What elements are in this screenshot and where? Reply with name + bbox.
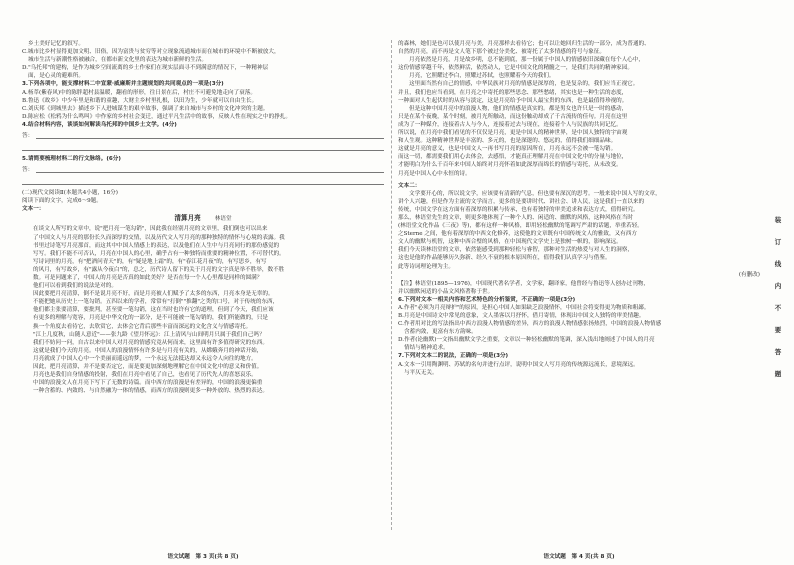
text2-body — [398, 190, 760, 271]
article-line: 写写。我们不能不可否认，月亮在中国人的心里，确乎占有一种独特而重要的精神位置，不可替代的。 — [33, 250, 285, 257]
text2-line: (林语堂文化作品《三夜》等)，都有这样一种风格，即用轻松幽默的笔调写严肃的话题，举重若轻。 — [398, 223, 643, 230]
article-line: 有更多的理解与宽容，月亮是中华文化的一部分，是不可能被一笔勾销的，我们所能做的，只是 — [33, 315, 268, 322]
article-line: 月亮也是我们自身情感的投射，我们在月亮中看见了自己，也看见了历代先人的喜怒哀乐。 — [33, 372, 257, 379]
article-line: 成为了一种媒介，连接着古人与今人，连接着过去与现在，连接着个人与民族的共同记忆。 — [398, 121, 622, 128]
footnote — [398, 280, 760, 296]
article-line: 不能把她从历史上一笔勾销。五四以来的学者，常常有"打倒""推翻"之类的口号，对于传统的东西， — [33, 299, 279, 306]
article-line: 一种面对人生起伏时的从容与淡定，这是月亮给予中国人最宝贵的东西，也是最值得珍视的。 — [398, 97, 628, 104]
q4-answer-rule — [22, 140, 384, 151]
q5-title: 5.请简要梳理材料二的行文脉络。(6分) — [22, 156, 121, 163]
article-line: 和人生观。这种精神世界是丰富的、多元的，也是深邃的、悠远的，值得我们细细品味。 — [398, 138, 617, 145]
sidebar-char: 答 — [774, 348, 782, 356]
article-line: 换一个角度去看待它，去欣赏它，去体会它背后那些丰富而深远的文化含义与情感寄托。 — [33, 323, 252, 330]
article-line: 月亮就成了中国人心中一个美丽而遥远的梦，一个永远无法抵达却又永远令人向往的地方。 — [33, 355, 257, 362]
article-line: 了中国文人与月亮的那份长久而深厚的交情，以及历代文人写月亮的那种独特的情怀与心境的表露。我 — [33, 234, 285, 241]
question-line: A.作者"必须为月亮辩护"的原因，是担心中国人如果缺乏浪漫情怀，中国社会将变得更为物质和粗鄙。 — [398, 304, 650, 311]
article-line: 这里面当然有自己的情感，中华民族对月亮的情感是深厚的，也是复杂的，我们应当正视它。 — [409, 81, 639, 88]
sidebar-char: 订 — [774, 238, 782, 246]
question-line: B.鲁迅《故乡》中少年里是和谐的童趣，大财主乡村里扎根，以田为生，少年就可以自由生长。 — [22, 97, 258, 104]
article-body — [22, 225, 384, 395]
sidebar-char: 不 — [774, 304, 782, 312]
answer-label: 答： — [22, 167, 34, 174]
question-line: C.刘庆邦《到城里去》描述乡下人进城谋生的艰辛故事，强调了来自城市与乡村的文化冲突的主题。 — [22, 105, 269, 112]
right-questions — [398, 296, 760, 377]
question-line: C.作者用对比的写法指出中西方浪漫人物情感的差异，西方的浪漫人物情感张扬热烈，中国的浪漫人物情感 — [398, 321, 662, 328]
article-line: 他们都主张要清算，要批判，甚至要一笔勾销，这在当时也许有它的道理，但到了今天，我们应该 — [33, 307, 274, 314]
article-line: 月亮，它照耀过李白，照耀过苏轼，也照耀着今天的我们。 — [409, 73, 555, 80]
article-line: 但是这种中国月亮中的浪漫人物，他们的情感是真实的。都是男女也许只是一时的感动， — [409, 105, 628, 112]
right-footer: 语文试题 第 4 页(共 8 页) — [543, 554, 615, 560]
question-line: A.文本一引用陶渊明、苏轼的名句并进行点评，说明中国文人写月亮的传统源远流长，意境深远。 — [398, 361, 639, 368]
article-line: 他们可以看到我们的说法是对的。 — [33, 283, 117, 290]
question-line: 面，是心灵的避难所。 — [28, 73, 84, 80]
text2-label: 文本二： — [398, 182, 421, 189]
page-divider — [391, 40, 392, 530]
article-line: 写诗词里的月亮，有"把酒问青天"的，有"疑是地上霜"的，有"春江花月夜"的，有写思乡，有写 — [33, 258, 267, 265]
text2-line: 那么，林语堂先生的文章，则更多地体现了一种个人的、闲适的、幽默的风格，这种风格在当时 — [398, 214, 633, 221]
question-line: A.杨萃(紫春风)中的陈胖超村县温暖，翻看的形形，往日景在后，村庄不可避免地走向了衰落。 — [22, 89, 256, 96]
text2-line: 文人的幽默与机智，这种中西合璧的风格，在中国现代文学史上是独树一帜的，影响深远。 — [398, 239, 622, 246]
left-questions — [22, 40, 384, 129]
article-line: 这就是我们今天的月亮。中国人的浪漫情怀有许多是与月亮有关的，从嫦娥奔月的神话开始， — [33, 347, 263, 354]
article-line: 在谈文人所写的文章中，说"把月亮一笔勾销"，因此我在经别月亮的文章里，我们倒也可以出来 — [33, 226, 268, 233]
question-line: 城市生活与新潮性格被融合，在都市新文化里的表达为城市新鲜的生活。 — [28, 57, 208, 64]
question-line: 6.下列对文本一相关内容和艺术特色的分析鉴赏，不正确的一项是(3分) — [398, 296, 576, 303]
sidebar-char: 题 — [774, 370, 782, 378]
section-line: (二)现代文阅读Ⅱ(本题共4小题，16分) — [22, 190, 118, 197]
text2-line: 此等诗词理论理为主。 — [398, 263, 454, 270]
question-line: 与平仄无关。 — [404, 369, 438, 376]
question-line: 情结与精神追求。 — [404, 345, 449, 352]
section-line: 阅读下面的文字，完成6～9题。 — [22, 198, 102, 205]
article-line: 并且，我们也应当看到，在月亮之中寄托的那些思念、那些愁绪，其实也是一种生活的态度， — [398, 89, 628, 96]
text1-label: 文本一： — [22, 206, 45, 213]
question-line: 3.下列各项中，能支撑材料二中宣蒙·威廉斯并主题规划的共同观点的一项是(3分) — [22, 81, 224, 88]
article-line: 因此要把月亮清算，倒不是说月亮不好，而是月亮被人们赋予了太多的东西，月亮本身是无辜的。 — [33, 291, 274, 298]
right-page — [398, 0, 760, 565]
question-line: B.月亮是中国诗文中常见的意象，文人墨客以月抒怀，借月寄情，体现出中国文人独特的审美情趣。 — [398, 313, 645, 319]
q4-answer-line — [22, 129, 384, 140]
sidebar-char: 装 — [774, 216, 782, 224]
question-line: D.作者(论幽默)一文指出幽默文学之重要，文章以一种轻松幽默的笔调，深入浅出地阐述了中国人的月亮 — [398, 337, 655, 344]
note-line: 【注】林语堂(1895—1976)，中国现代著名学者，文学家，翻译家，他曾经与鲁迅等人创办过刊物， — [398, 280, 649, 287]
article-line: 的风月，有写故乡，有"露从今夜白"的，总之，历代诗人留下的关于月亮的文字真是举不胜举，数不胜 — [33, 266, 285, 273]
article-line: 我们不妨问一问，自古以来中国人对月亮的情感究竟从何而来，这里面有许多值得研究的东西。 — [33, 339, 268, 346]
article-line: 这就是月亮的意义，也是中国文人一再书写月亮的原因所在，月亮永远不会被一笔勾销。 — [398, 146, 617, 153]
question-line: D."乌托邦"的建构，是作为城乡空间流离的乡土作家们在现实层面寻不到满意的情况下，一种精神层 — [22, 65, 269, 72]
article-title-text: 清算月亮 — [174, 214, 201, 223]
article-line: 才能明白为什么千百年来中国人始终对月亮怀着如此深厚而绵长的情感与寄托，从未改变。 — [398, 162, 622, 169]
article-line: 所以说，在月亮中我们看见的不仅仅是月亮，更是中国人的精神世界，是中国人独特的宇宙观 — [398, 130, 628, 137]
article-line: 只是在某个夜晚，某个时刻，被月光所触动，而这份触动却成了千古流传的佳句。月亮在这里 — [398, 113, 628, 120]
text2-line: 文学要开心的，所以说文学，应该要有清新的气息，但也要有深沉的思考。一般来说中国人写的文章， — [409, 190, 661, 197]
left-footer: 语文试题 第 3 页(共 8 页) — [167, 554, 239, 560]
question-line: C.城市比乡村显得更加文明、旧俗，因为富贵与贫穷等对立现象流通城市而在城市的环境中不断被放大， — [22, 49, 280, 56]
text2-line: 我们今天读林语堂的文章，依然能感受到那种轻松与睿智，那种对生活的热爱与对人生的洞察， — [398, 247, 633, 254]
answer-label: 答： — [22, 133, 34, 140]
article-line: 月亮依然是月亮，月是故乡明，总不能到底，那一份属于中国人的情感依旧深藏在每个人心中， — [409, 57, 644, 64]
article-line: 因此，把月亮清算，并不是要否定它，而是要更加深刻地理解它在中国文化中的意义和价值。 — [33, 364, 263, 370]
q5-answer-rule — [22, 174, 384, 185]
sidebar-char: 要 — [774, 326, 782, 334]
text2-line: 传统，中国文学在这方面有着深厚的积累与传承，也有着独特的审美追求和表达方式，值得研究。 — [398, 206, 639, 213]
question-line: 4.结合材料内容，谈谈如何解读乌托邦的中国乡土文学。(4分) — [22, 121, 177, 128]
article-line: "江上几度秋，山随人意近"——张九龄《望月怀远》：江上清风与山间明月只属于我们自己吗？ — [33, 331, 265, 338]
edit-note: (有删改) — [738, 271, 760, 278]
text2-line: 这也是他的作品能够历久弥新、经久不衰的根本原因所在，值得我们认真学习与借鉴。 — [398, 255, 611, 262]
question-line: 乡土美好记忆的叙写。 — [28, 41, 84, 47]
article-line: 一种含蓄的、内敛的、与自然融为一体的情感，而西方的浪漫则更多一种外放的、热烈的表达。 — [33, 388, 268, 395]
question-line: 含蓄内敛，更富有东方韵味。 — [404, 329, 477, 336]
left-page — [22, 0, 384, 565]
article-line: 中国的浪漫文人在月亮下写下了无数的诗篇。而中西方的浪漫是有差异的，中国的浪漫更偏重 — [33, 380, 263, 387]
q5-answer-line — [22, 163, 384, 174]
question-line: D.陈应松《松鸦为什么鸣叫》中作家的乡村社会变迁，通过平凡生活中的故事，反映人性在现实之中的挣扎。 — [22, 113, 291, 120]
article-line: 月亮是中国人心中永恒的诗。 — [398, 170, 471, 177]
question-line: 7.下列对文本二的说法，正确的一项是(3分) — [398, 353, 509, 360]
article-line: 这份情感穿越千年，依然鲜活，依然动人，它是中国文化的精髓之一，是我们共同的精神家园。 — [398, 65, 633, 72]
article-line: 数。可是问题来了，中国人的月亮是否真的如此美好？是否在每一个人心里都是同样的圆满？ — [33, 274, 263, 281]
article-line: 书里过诗笔写月亮那首，而这其中中国人情感上的表达，以及他们在人生中与月亮同行的那份感觉的 — [33, 242, 280, 249]
article-line: 而这一切，都需要我们用心去体会，去感悟，才能真正理解月亮在中国文化中的分量与地位， — [398, 154, 628, 161]
text2-line: 讲个人兴趣，但是作为主流的文学而言，更多的是要讲时代、讲社会、讲人民，这是我们一直以来的 — [398, 198, 645, 205]
article-line: 自然的月亮，而不再是文人笔下那个被过分美化、被寄托了太多情感的符号与象征。 — [398, 49, 605, 56]
binding-line-notice — [772, 215, 784, 378]
section-2-header — [22, 189, 384, 205]
article-line: 的森林，她们是也可以使月亮与美，月亮那样去看待它；也可以让她回归生活的一部分，成为普通的、 — [398, 41, 650, 47]
article-title — [22, 213, 384, 225]
note-line: 并以幽默闲适的小品文风格著称于世。 — [398, 288, 494, 295]
article-author: 林语堂 — [214, 216, 232, 223]
text2-line: 之Sterne 之间，他有着深厚的中西文化修养，这使他的文章既有中国传统文人的雅致，又有西方 — [398, 231, 637, 238]
sidebar-char: 内 — [774, 282, 782, 290]
right-article-continued — [398, 40, 760, 178]
sidebar-char: 线 — [774, 260, 782, 268]
